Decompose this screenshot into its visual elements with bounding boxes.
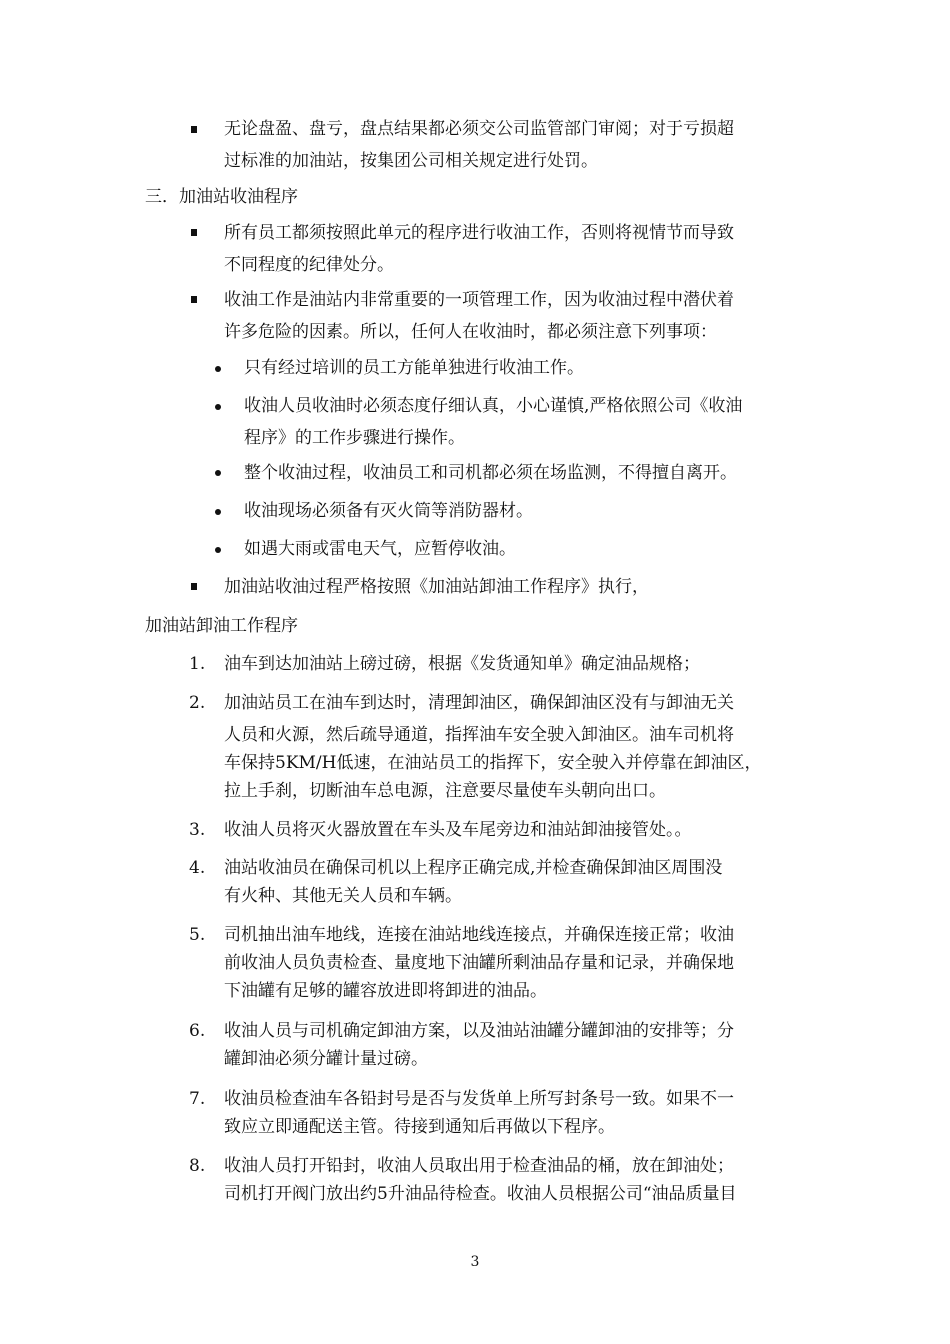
paragraph-line: 收油员检查油车各铅封号是否与发货单上所写封条号一致。如果不一	[224, 1089, 734, 1109]
list-number: 4.	[189, 858, 206, 878]
paragraph-line: 人员和火源，然后疏导通道，指挥油车安全驶入卸油区。油车司机将	[224, 725, 734, 745]
bullet-dot	[215, 470, 221, 476]
section-heading: 加油站卸油工作程序	[145, 616, 298, 636]
paragraph-line: 车保持5KM/H低速，在油站员工的指挥下，安全驶入并停靠在卸油区，	[224, 753, 762, 773]
paragraph-line: 加油站收油过程严格按照《加油站卸油工作程序》执行，	[224, 577, 649, 597]
paragraph-line: 只有经过培训的员工方能单独进行收油工作。	[244, 358, 584, 378]
bullet-square	[191, 126, 197, 133]
paragraph-line: 司机抽出油车地线，连接在油站地线连接点，并确保连接正常；收油	[224, 925, 734, 945]
bullet-square	[191, 229, 197, 236]
paragraph-line: 收油人员收油时必须态度仔细认真，小心谨慎,严格依照公司《收油	[244, 396, 743, 416]
list-number: 6.	[189, 1021, 206, 1041]
paragraph-line: 司机打开阀门放出约5升油品待检查。收油人员根据公司“油品质量目	[224, 1184, 737, 1204]
paragraph-line: 罐卸油必须分罐计量过磅。	[224, 1049, 428, 1069]
paragraph-line: 收油人员与司机确定卸油方案，以及油站油罐分罐卸油的安排等；分	[224, 1021, 734, 1041]
bullet-dot	[215, 366, 221, 372]
list-number: 5.	[189, 925, 206, 945]
paragraph-line: 收油工作是油站内非常重要的一项管理工作，因为收油过程中潜伏着	[224, 290, 734, 310]
paragraph-line: 许多危险的因素。所以，任何人在收油时，都必须注意下列事项：	[224, 322, 717, 342]
list-number: 3.	[189, 820, 206, 840]
list-number: 2.	[189, 693, 206, 713]
list-number: 1.	[189, 654, 206, 674]
paragraph-line: 收油人员将灭火器放置在车头及车尾旁边和油站卸油接管处。。	[224, 820, 692, 840]
page-number: 3	[470, 1254, 480, 1270]
paragraph-line: 油车到达加油站上磅过磅，根据《发货通知单》确定油品规格；	[224, 654, 700, 674]
paragraph-line: 下油罐有足够的罐容放进即将卸进的油品。	[224, 981, 547, 1001]
bullet-dot	[215, 547, 221, 553]
section-heading: 三．加油站收油程序	[145, 187, 298, 207]
paragraph-line: 无论盘盈、盘亏，盘点结果都必须交公司监管部门审阅；对于亏损超	[224, 119, 734, 139]
bullet-dot	[215, 509, 221, 515]
paragraph-line: 过标准的加油站，按集团公司相关规定进行处罚。	[224, 151, 598, 171]
bullet-square	[191, 583, 197, 590]
paragraph-line: 程序》的工作步骤进行操作。	[244, 428, 465, 448]
paragraph-line: 加油站员工在油车到达时，清理卸油区，确保卸油区没有与卸油无关	[224, 693, 734, 713]
paragraph-line: 致应立即通配送主管。待接到通知后再做以下程序。	[224, 1117, 615, 1137]
paragraph-line: 不同程度的纪律处分。	[224, 255, 394, 275]
paragraph-line: 整个收油过程，收油员工和司机都必须在场监测，不得擅自离开。	[244, 463, 737, 483]
list-number: 8.	[189, 1156, 206, 1176]
paragraph-line: 前收油人员负责检查、量度地下油罐所剩油品存量和记录，并确保地	[224, 953, 734, 973]
paragraph-line: 拉上手刹，切断油车总电源，注意要尽量使车头朝向出口。	[224, 781, 666, 801]
paragraph-line: 油站收油员在确保司机以上程序正确完成,并检查确保卸油区周围没	[224, 858, 723, 878]
paragraph-line: 收油人员打开铅封，收油人员取出用于检查油品的桶，放在卸油处；	[224, 1156, 734, 1176]
paragraph-line: 有火种、其他无关人员和车辆。	[224, 886, 462, 906]
paragraph-line: 收油现场必须备有灭火筒等消防器材。	[244, 501, 533, 521]
list-number: 7.	[189, 1089, 206, 1109]
paragraph-line: 如遇大雨或雷电天气，应暂停收油。	[244, 539, 516, 559]
bullet-dot	[215, 404, 221, 410]
bullet-square	[191, 296, 197, 303]
paragraph-line: 所有员工都须按照此单元的程序进行收油工作，否则将视情节而导致	[224, 223, 734, 243]
